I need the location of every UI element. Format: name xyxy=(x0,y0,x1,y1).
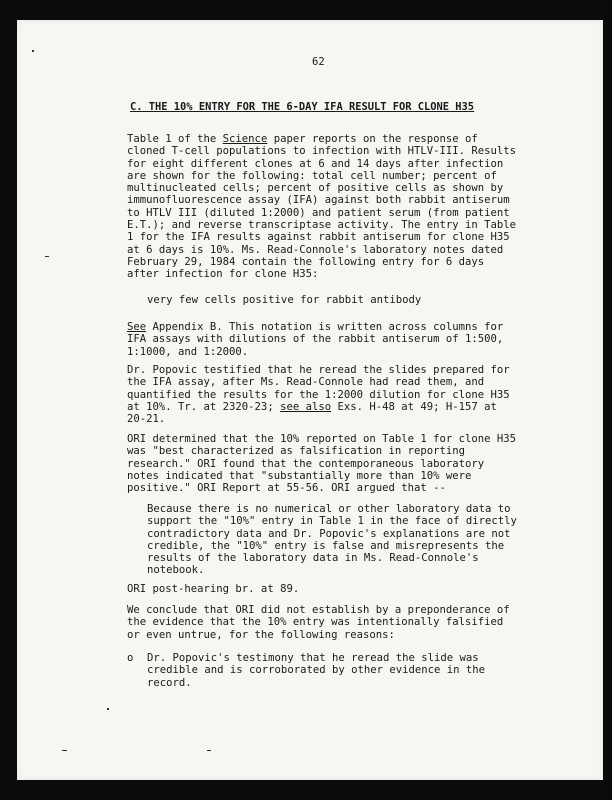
scan-speck xyxy=(207,750,211,751)
page-number: 62 xyxy=(312,56,325,68)
scan-speck xyxy=(107,708,109,710)
see-signal: See xyxy=(127,321,147,333)
bullet-marker: o xyxy=(127,652,134,664)
scan-speck xyxy=(32,50,34,52)
paragraph-ori-determination: ORI determined that the 10% reported on Table 1 for clone H35 was "best characterized as falsification in reporting research." ORI found that the contemporaneous laboratory notes indicated that "substantially more than 10% were positive." ORI Report at 55-56. ORI argued that -- xyxy=(127,433,517,495)
see-also-signal: see also xyxy=(280,400,332,413)
scan-speck xyxy=(45,256,49,257)
notebook-entry: very few cells positive for rabbit antibody xyxy=(147,294,422,306)
paragraph-text: Appendix B. This notation is written across columns for IFA assays with dilutions of the rabbit antiserum of 1:500, 1:1000, and 1:2000. xyxy=(127,321,504,358)
scan-speck xyxy=(62,750,67,751)
paragraph-text: paper reports on the response of cloned T-cell populations to infection with HTLV-III. Results for eight different clones at 6 and 14 days after infection are shown for the following: total cell number; percent of multinucleated cells; percent of positive cells as shown by immunofluorescence assay (IFA) against both rabbit antiserum to HTLV III (diluted 1:2000) and patient serum (from patient E.T.); and reverse transcriptase activity. The entry in Table 1 for the IFA results against rabbit antiserum for clone H35 at 6 days is 10%. Ms. Read-Connole's laboratory notes dated February 29, 1984 contain the following entry for 6 days after infection for clone H35: xyxy=(127,133,517,281)
paragraph-table-1 xyxy=(127,133,522,281)
paragraph-conclusion: We conclude that ORI did not establish by a preponderance of the evidence that the 10% entry was intentionally falsified or even untrue, for the following reasons: xyxy=(127,604,510,641)
paragraph-text: Table 1 of the xyxy=(127,133,223,145)
section-heading: C. THE 10% ENTRY FOR THE 6-DAY IFA RESULT FOR CLONE H35 xyxy=(130,101,475,113)
citation-line: ORI post-hearing br. at 89. xyxy=(127,583,300,595)
paragraph-appendix xyxy=(127,321,522,358)
reason-text: Dr. Popovic's testimony that he reread the slide was credible and is corroborated by other evidence in the record. xyxy=(147,652,486,689)
paragraph-testimony xyxy=(127,364,522,425)
block-quote: Because there is no numerical or other laboratory data to support the "10%" entry in Table 1 in the face of directly contradictory data and Dr. Popovic's explanations are not credible, the "10%" entry is false and misrepresents the results of the laboratory data in Ms. Read-Connole's notebook. xyxy=(147,503,517,577)
paragraph-text: Dr. Popovic testified that he reread the slides prepared for the IFA assay, after Ms. Read-Connole had read them, and quantified the results for the 1:2000 dilution for clone H35 at 10%. Tr. at 2320-23; xyxy=(127,364,510,413)
journal-title: Science xyxy=(222,133,268,145)
paragraph-text: Exs. H-48 at 49; H-157 at 20-21. xyxy=(127,400,497,426)
